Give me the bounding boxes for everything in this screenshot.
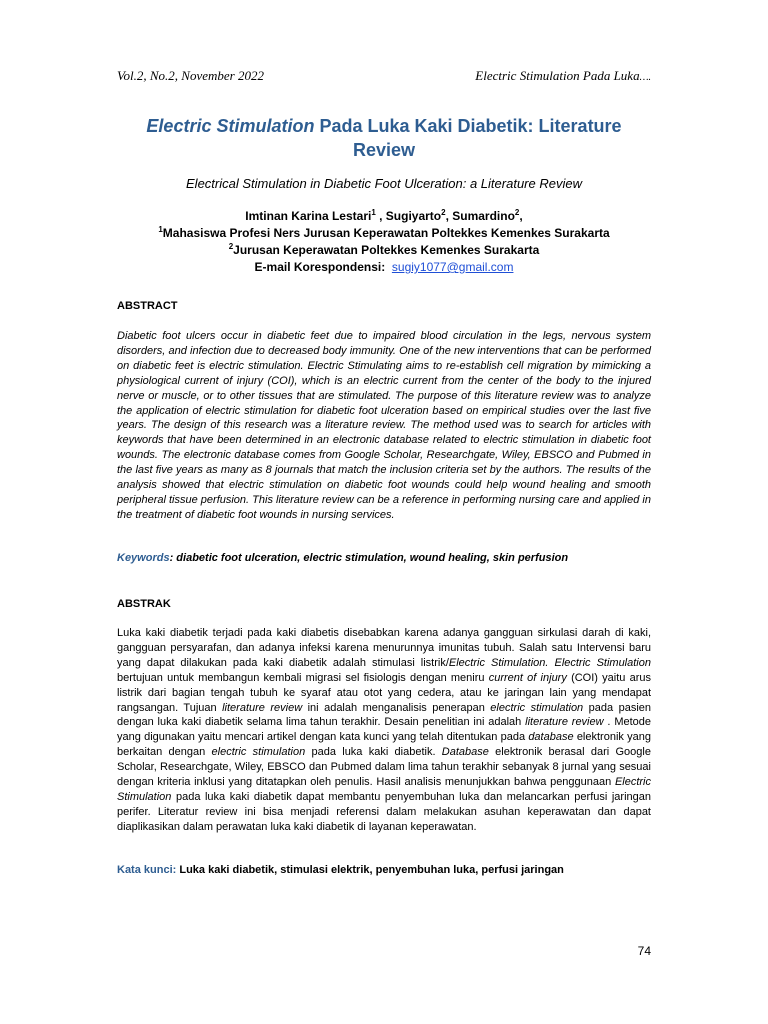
correspondence-email: E-mail Korespondensi: sugiy1077@gmail.com <box>254 260 514 274</box>
paper-subtitle: Electrical Stimulation in Diabetic Foot Ulceration: a Literature Review <box>186 176 582 191</box>
paper-title: Electric Stimulation Pada Luka Kaki Diabetik: Literature Review <box>146 116 622 160</box>
running-header <box>117 68 651 86</box>
kata-kunci-line: Kata kunci: Luka kaki diabetik, stimulasi elektrik, penyembuhan luka, perfusi jaringan <box>117 864 564 876</box>
keywords-line: Keywords: diabetic foot ulceration, electric stimulation, wound healing, skin perfusion <box>117 552 569 564</box>
affiliation-1: $^1$Mahasiswa Profesi Ners Jurusan Keperawatan Poltekkes Kemenkes Surakarta <box>158 225 610 240</box>
abstract-heading: ABSTRACT <box>117 300 178 312</box>
kata-kunci-label: Kata kunci: <box>117 864 177 876</box>
abstract-text: Diabetic foot ulcers occur in diabetic feet due to impaired blood circulation in the legs, nervous system disorders, and infection due to decreased body immunity. One of the new interventions that can be performed on diabetic feet is electric stimulation. Electric Stimulating aims to re-establish cell migration by mimicking a physiological current of injury (COI), which is an electric current from the center of the body to the injured nerve or muscle, or to other tissues that are stimulated. The purpose of this literature review was to analyze the application of electric stimulation for diabetic foot ulceration based on empirical studies over the last five years. The design of this research was a literature review. The method used was to search for articles with keywords that have been determined in an electronic database related to electric stimulation in diabetic foot wounds. The electronic database comes from Google Scholar, Researchgate, Wiley, EBSCO and Pubmed in the last five years as many as 8 journals that match the inclusion criteria set by the authors. The results of the analysis showed that electric stimulation on diabetic foot wounds could help wound healing and smooth peripheral tissue perfusion. This literature review can be a reference in performing nursing care and applied in the treatment of diabetic foot wounds in nursing services. <box>117 330 651 521</box>
email-link[interactable]: sugiy1077@gmail.com <box>391 260 514 274</box>
author-block <box>117 208 651 276</box>
keywords-label: Keywords <box>117 552 170 564</box>
page-number: 74 <box>637 944 651 958</box>
abstrak-heading: ABSTRAK <box>117 598 171 610</box>
running-title: Electric Stimulation Pada Luka…. <box>475 68 651 83</box>
abstrak-text: Luka kaki diabetik terjadi pada kaki diabetis disebabkan karena adanya gangguan sirkulasi darah di kaki, gangguan persyarafan, dan adanya infeksi karena menurunnya imunitas tubuh. Salah satu Intervensi baru yang dapat dilakukan pada kaki diabetik adalah stimulasi listrik/Electric Stimulation. Electric Stimulation bertujuan untuk membangun kembali migrasi sel fisiologis dengan meniru current of injury (COI) yaitu arus listrik dari bagian tengah tubuh ke syaraf atau otot yang cedera, atau ke jaringan lain yang mendapat rangsangan. Tujuan literature review ini adalah menganalisis penerapan electric stimulation pada pasien dengan luka kaki diabetik selama lima tahun terakhir. Desain penelitian ini adalah literature review . Metode yang digunakan yaitu mencari artikel dengan kata kunci yang telah ditentukan pada database elektronik yang berkaitan dengan electric stimulation pada luka kaki diabetik. Database elektronik berasal dari Google Scholar, Researchgate, Wiley, EBSCO dan Pubmed dalam lima tahun terakhir sebanyak 8 jurnal yang sesuai dengan kriteria inklusi yang ditatapkan oleh penulis. Hasil analisis menunjukkan bahwa penggunaan Electric Stimulation pada luka kaki diabetik dapat membantu penyembuhan luka dan melancarkan perfusi jaringan perifer. Literatur review ini bisa menjadi referensi dalam melakukan asuhan keperawatan dan dapat diaplikasikan dalam perawatan luka kaki diabetik di layanan keperawatan. <box>117 627 652 833</box>
affiliation-2: $^2$Jurusan Keperawatan Poltekkes Kemenkes Surakarta <box>228 242 540 257</box>
journal-issue: Vol.2, No.2, November 2022 <box>117 68 264 83</box>
author-names: Imtinan Karina Lestari$^1$ , Sugiyarto$^2$, Sumardino$^2$, <box>245 208 523 223</box>
